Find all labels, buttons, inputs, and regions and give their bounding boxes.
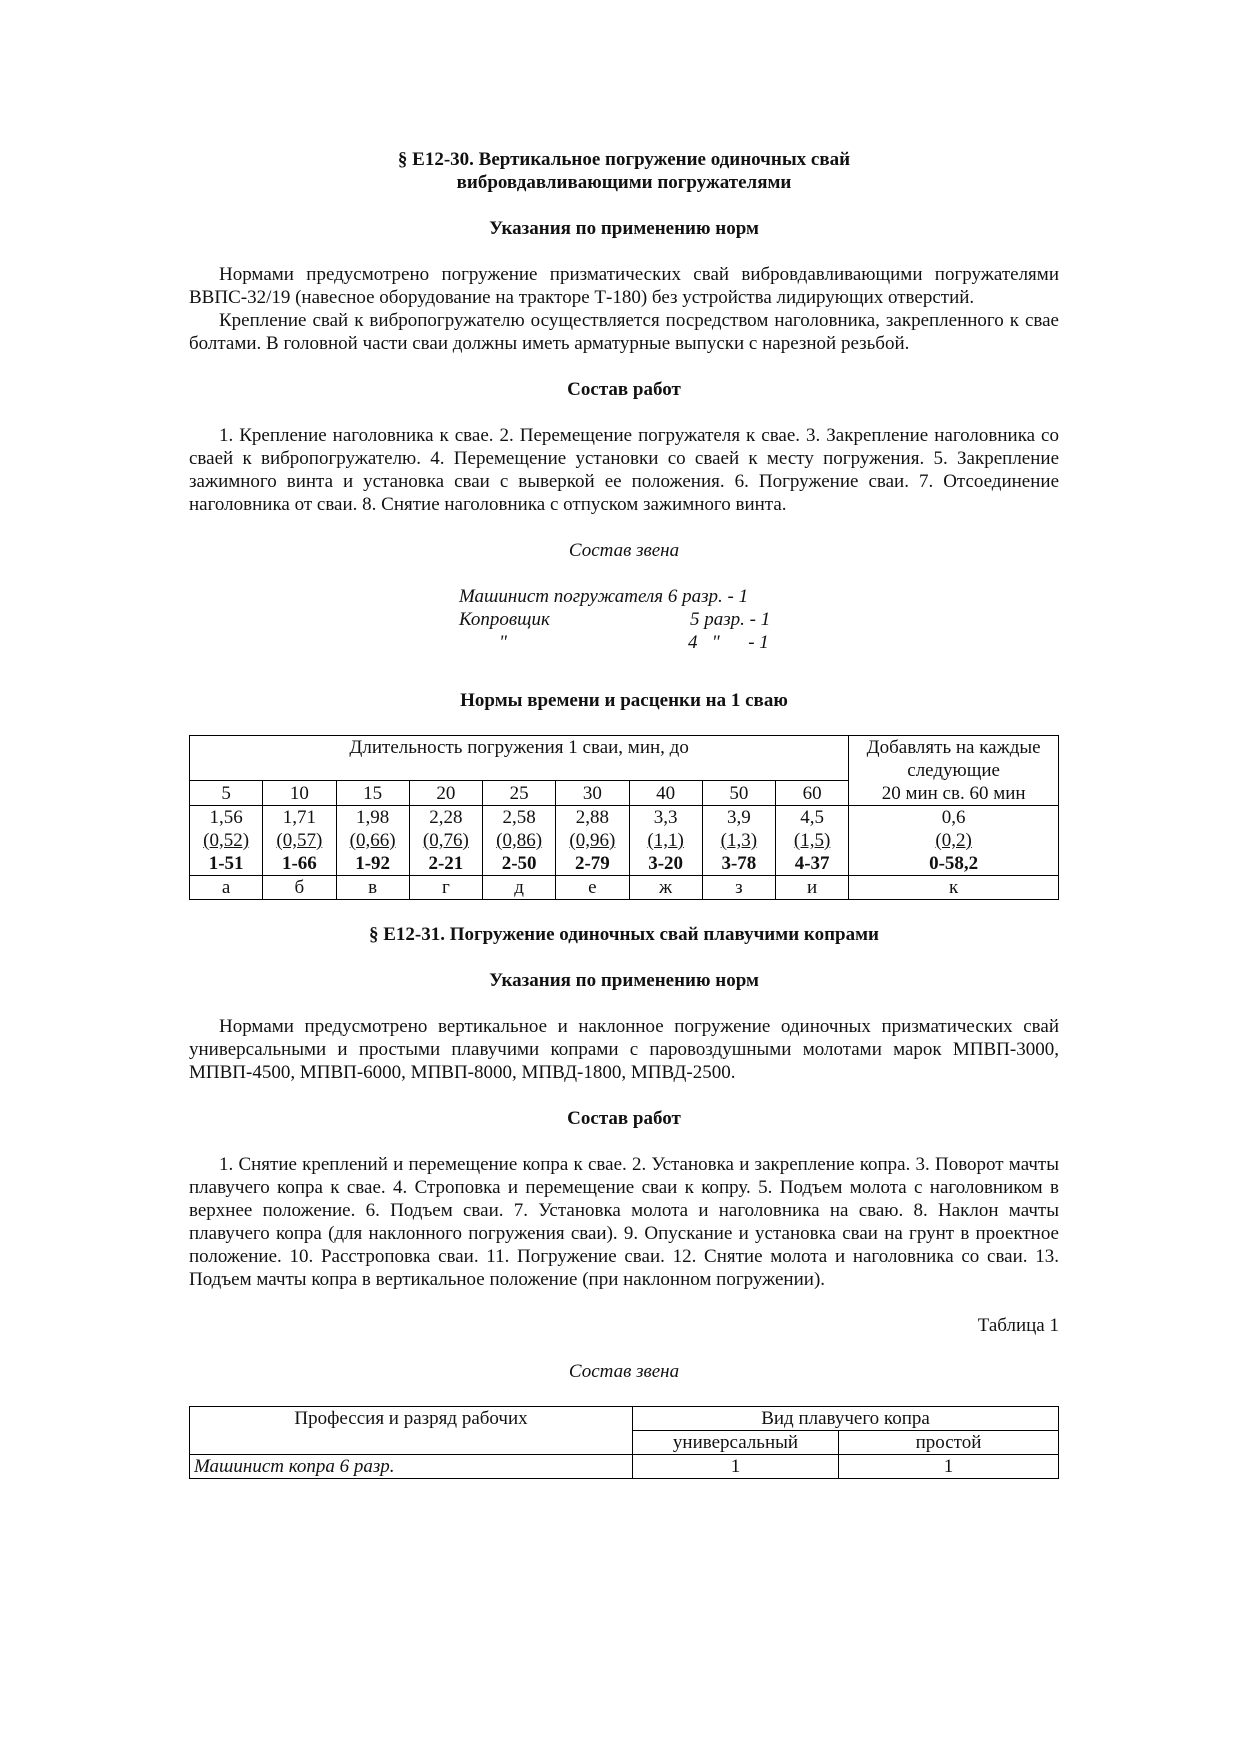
header-additional-line: Добавлять на каждые — [866, 737, 1041, 758]
letter-cell: в — [336, 876, 409, 900]
work-heading: Состав работ — [567, 379, 681, 400]
guide-heading: Указания по применению норм — [489, 218, 759, 239]
table-row — [190, 806, 1059, 876]
header-additional-line: 20 мин св. 60 мин — [881, 783, 1026, 804]
letter-cell: к — [849, 876, 1059, 900]
letter-cell: з — [702, 876, 775, 900]
norm-cell: 4,5 (1,5) 4-37 — [776, 806, 849, 876]
letter-cell: и — [776, 876, 849, 900]
table-label: Таблица 1 — [977, 1315, 1059, 1336]
letter-cell: б — [263, 876, 336, 900]
duration-cell: 60 — [776, 781, 849, 806]
work-paragraph: 1. Снятие креплений и перемещение копра к свае. 2. Установка и закрепление копра. 3. Поворот мачты плавучего копра к свае. 4. Строповка и перемещение сваи к копру. 5. Подъем молота с наголовником в верхнее положение. 6. Подъем сваи. 7. Установка молота и наголовника на сваю. 8. Наклон мачты плавучего копра (для наклонного погружения сваи). 9. Опускание и установка сваи на грунт в проектное положение. 10. Расстроповка сваи. 11. Погружение сваи. 12. Снятие молота и наголовника со сваи. 13. Подъем мачты копра в вертикальное положение (при наклонном погружении). — [189, 1154, 1059, 1290]
work-heading: Состав работ — [567, 1108, 681, 1129]
guide-paragraph: Нормами предусмотрено вертикальное и наклонное погружение одиночных призматических свай универсальными и простыми плавучими копрами с паровоздушными молотами марок МПВП-3000, МПВП-4500, МПВП-6000, МПВП-8000, МПВД-1800, МПВД-2500. — [189, 1016, 1059, 1083]
guide-paragraph: Нормами предусмотрено погружение призматических свай вибровдавливающими погружателями ВВПС-32/19 (навесное оборудование на тракторе Т-180) без устройства лидирующих отверстий. — [189, 264, 1059, 308]
role-cell: Машинист копра 6 разр. — [190, 1455, 633, 1479]
norm-cell: 2,88 (0,96) 2-79 — [556, 806, 629, 876]
crew-line-grade: 4 " - 1 — [688, 632, 769, 653]
duration-cell: 40 — [629, 781, 702, 806]
letter-cell: д — [483, 876, 556, 900]
norm-cell: 1,56 (0,52) 1-51 — [190, 806, 263, 876]
duration-cell: 5 — [190, 781, 263, 806]
guide-paragraph: Крепление свай к вибропогружателю осуществляется посредством наголовника, закрепленного к свае болтами. В головной части сваи должны иметь арматурные выпуски с нарезной резьбой. — [189, 310, 1059, 354]
crew-line-grade: 5 разр. - 1 — [690, 609, 771, 630]
section-title-cont: вибровдавливающими погружателями — [456, 172, 792, 193]
letter-cell: е — [556, 876, 629, 900]
guide-heading: Указания по применению норм — [489, 970, 759, 991]
crew-line-role: Копровщик — [459, 609, 550, 630]
count-cell: 1 — [839, 1455, 1059, 1479]
section-title: § Е12-31. Погружение одиночных свай плавучими копрами — [369, 924, 879, 945]
norms-table — [189, 735, 1059, 900]
header-profession: Профессия и разряд рабочих — [190, 1407, 633, 1455]
header-additional-line: следующие — [907, 760, 1000, 781]
duration-cell: 10 — [263, 781, 336, 806]
table-row — [190, 1455, 1059, 1479]
crew-table — [189, 1406, 1059, 1479]
document-page — [189, 148, 1059, 1479]
norm-cell: 1,71 (0,57) 1-66 — [263, 806, 336, 876]
section-title: § Е12-30. Вертикальное погружение одиночных свай — [397, 149, 851, 170]
crew-line-role: " — [499, 632, 507, 653]
norm-cell: 2,28 (0,76) 2-21 — [409, 806, 482, 876]
duration-cell: 25 — [483, 781, 556, 806]
norm-cell: 3,3 (1,1) 3-20 — [629, 806, 702, 876]
header-copra-type: Вид плавучего копра — [633, 1407, 1059, 1431]
crew-heading: Состав звена — [568, 1361, 680, 1382]
norms-heading: Нормы времени и расценки на 1 сваю — [460, 690, 788, 711]
norm-cell: 0,6 (0,2) 0-58,2 — [849, 806, 1059, 876]
duration-cell: 20 — [409, 781, 482, 806]
letter-cell: ж — [629, 876, 702, 900]
duration-cell: 15 — [336, 781, 409, 806]
crew-line: Машинист погружателя 6 разр. - 1 — [459, 586, 749, 607]
crew-list — [459, 585, 789, 654]
header-duration: Длительность погружения 1 сваи, мин, до — [190, 736, 849, 781]
letter-cell: а — [190, 876, 263, 900]
crew-heading: Состав звена — [568, 540, 680, 561]
norm-cell: 3,9 (1,3) 3-78 — [702, 806, 775, 876]
duration-cell: 30 — [556, 781, 629, 806]
header-additional — [849, 736, 1059, 806]
table-row — [190, 876, 1059, 900]
norm-cell: 1,98 (0,66) 1-92 — [336, 806, 409, 876]
duration-cell: 50 — [702, 781, 775, 806]
letter-cell: г — [409, 876, 482, 900]
work-paragraph: 1. Крепление наголовника к свае. 2. Перемещение погружателя к свае. 3. Закрепление наголовника со сваей к вибропогружателю. 4. Перемещение установки со сваей к месту погружения. 5. Закрепление зажимного винта и установка сваи с выверкой ее положения. 6. Погружение сваи. 7. Отсоединение наголовника от сваи. 8. Снятие наголовника с отпуском зажимного винта. — [189, 425, 1059, 515]
header-simple: простой — [839, 1431, 1059, 1455]
header-universal: универсальный — [633, 1431, 839, 1455]
norm-cell: 2,58 (0,86) 2-50 — [483, 806, 556, 876]
count-cell: 1 — [633, 1455, 839, 1479]
